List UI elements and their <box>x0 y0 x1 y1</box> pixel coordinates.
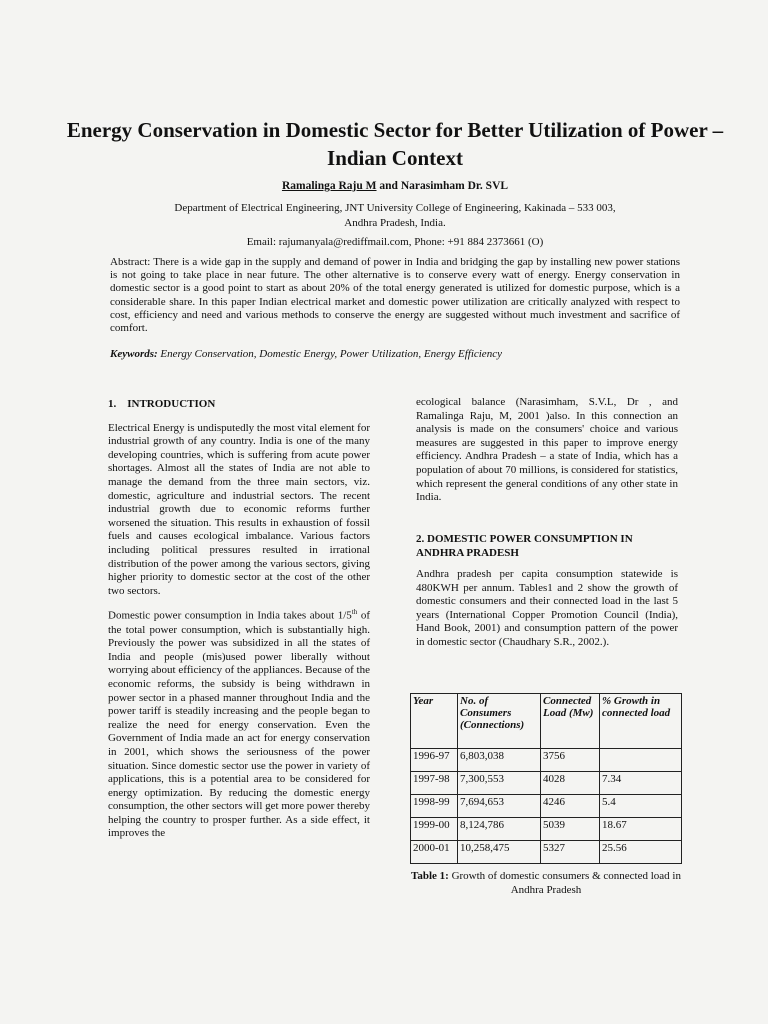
cell-load: 5039 <box>541 818 600 841</box>
ordinal-superscript: th <box>351 608 358 617</box>
section-1-heading: 1. INTRODUCTION <box>108 398 216 410</box>
table-row <box>411 772 682 795</box>
left-column <box>108 398 370 849</box>
caption-text: Growth of domestic consumers & connected load in Andhra Pradesh <box>448 870 681 896</box>
cell-consumers: 7,694,653 <box>458 795 541 818</box>
cell-year: 1996-97 <box>411 749 458 772</box>
caption-label: Table 1: <box>411 870 449 882</box>
right-column-continuation <box>416 396 678 513</box>
table-row <box>411 749 682 772</box>
cell-load: 4246 <box>541 795 600 818</box>
section-2-body <box>416 568 678 658</box>
cell-growth: 7.34 <box>600 772 682 795</box>
affiliation-line-2: Andhra Pradesh, India. <box>344 217 446 229</box>
table-row <box>411 841 682 864</box>
cell-growth: 25.56 <box>600 841 682 864</box>
section-2-heading: 2. DOMESTIC POWER CONSUMPTION IN ANDHRA PRADESH <box>416 533 633 559</box>
table-1 <box>410 693 682 864</box>
affiliation-line-1: Department of Electrical Engineering, JNT University College of Engineering, Kakinada – 533 003, <box>174 202 616 214</box>
affiliation <box>100 201 690 231</box>
cell-consumers: 8,124,786 <box>458 818 541 841</box>
header-consumers: No. of Consumers (Connections) <box>458 694 541 749</box>
intro-paragraph-2-rest: of the total power consumption, which is substantially high. Previously the power was subsidized in all the states of India and people (mis)used power liberally without worrying about efficiency of the appliances. Because of the economic reforms, the subsidy is being withdrawn in power sector in a phased manner throughout India and the power tariff is steadily increasing and the people began to realize the need for energy conservation. Even the Government of India made an act for energy conservation in 2001, which shows the seriousness of the power situation. Since domestic sector use the power in variety of applications, this is a potential area to be considered for energy optimization. By reducing the domestic energy consumption, the other sectors will get more power thereby helping the country to prosper further. As a side effect, it improves the <box>108 609 370 840</box>
header-growth: % Growth in connected load <box>600 694 682 749</box>
abstract: Abstract: There is a wide gap in the supply and demand of power in India and bridging the gap by installing new power stations is not going to take place in near future. The other alternative is to conserve every watt of energy. Energy conservation in domestic sector is a good point to start as about 20% of the total energy generated is utilized for domestic purpose, which is a considerable share. In this paper Indian electrical market and domestic power utilization are critically analyzed with respect to cost, efficiency and need and various methods to conserve the energy are suggested without much investment and sacrifice of comfort. <box>110 256 680 335</box>
cell-year: 1999-00 <box>411 818 458 841</box>
intro-paragraph-continued: ecological balance (Narasimham, S.V.L, Dr , and Ramalinga Raju, M, 2001 )also. In this connection an analysis is made on the consumers' choice and various measures are suggested in this paper to improve energy efficiency. Andhra Pradesh – a state of India, which has a population of about 70 millions, is considered for statistics, which represent the general conditions of any other state in India. <box>416 396 678 504</box>
author-1: Ramalinga Raju M <box>281 180 377 192</box>
cell-load: 5327 <box>541 841 600 864</box>
cell-growth: 18.67 <box>600 818 682 841</box>
keywords-label: Keywords: <box>110 348 158 360</box>
table-row <box>411 818 682 841</box>
cell-year: 1997-98 <box>411 772 458 795</box>
cell-consumers: 10,258,475 <box>458 841 541 864</box>
header-connected-load: Connected Load (Mw) <box>541 694 600 749</box>
cell-load: 4028 <box>541 772 600 795</box>
section-2-paragraph-1: Andhra pradesh per capita consumption statewide is 480KWH per annum. Tables1 and 2 show the growth of domestic consumers and their connected load in the last 5 years (International Copper Promotion Council (India), Hand Book, 2001) and consumption pattern of the power in domestic sector (Chaudhary S.R., 2002.). <box>416 568 678 648</box>
intro-paragraph-2 <box>108 606 370 841</box>
intro-paragraph-1: Electrical Energy is undisputedly the most vital element for industrial growth of any country. India is one of the many developing countries, which is suffering from acute power shortages. Almost all the states of India are not able to manage the demand from the three main sectors, viz. domestic, agriculture and industrial sectors. The recent industrial growth due to economic reforms further worsened the situation. This results in exhaustion of fossil fuels and causes ecological imbalance. Various factors including political pressures resulted in irrational distribution of the power among the various sectors, giving higher priority to domestic sector at the cost of the other two sectors. <box>108 421 370 597</box>
contact-line: Email: rajumanyala@rediffmail.com, Phone: +91 884 2373661 (O) <box>246 236 544 248</box>
table-1-caption <box>410 869 682 897</box>
cell-load: 3756 <box>541 749 600 772</box>
header-year: Year <box>411 694 458 749</box>
author-line <box>100 180 690 192</box>
author-joiner: and <box>376 180 401 192</box>
author-2: Narasimham Dr. SVL <box>400 180 509 192</box>
keywords <box>110 348 680 360</box>
cell-year: 2000-01 <box>411 841 458 864</box>
table-row <box>411 795 682 818</box>
keywords-list: Energy Conservation, Domestic Energy, Power Utilization, Energy Efficiency <box>157 348 502 360</box>
paper-title: Energy Conservation in Domestic Sector for Better Utilization of Power – Indian Context <box>66 118 724 170</box>
cell-growth: 5.4 <box>600 795 682 818</box>
cell-consumers: 7,300,553 <box>458 772 541 795</box>
intro-paragraph-2-start: Domestic power consumption in India takes about 1/5 <box>108 609 352 622</box>
table-header-row <box>411 694 682 749</box>
cell-growth <box>600 749 682 772</box>
cell-consumers: 6,803,038 <box>458 749 541 772</box>
cell-year: 1998-99 <box>411 795 458 818</box>
